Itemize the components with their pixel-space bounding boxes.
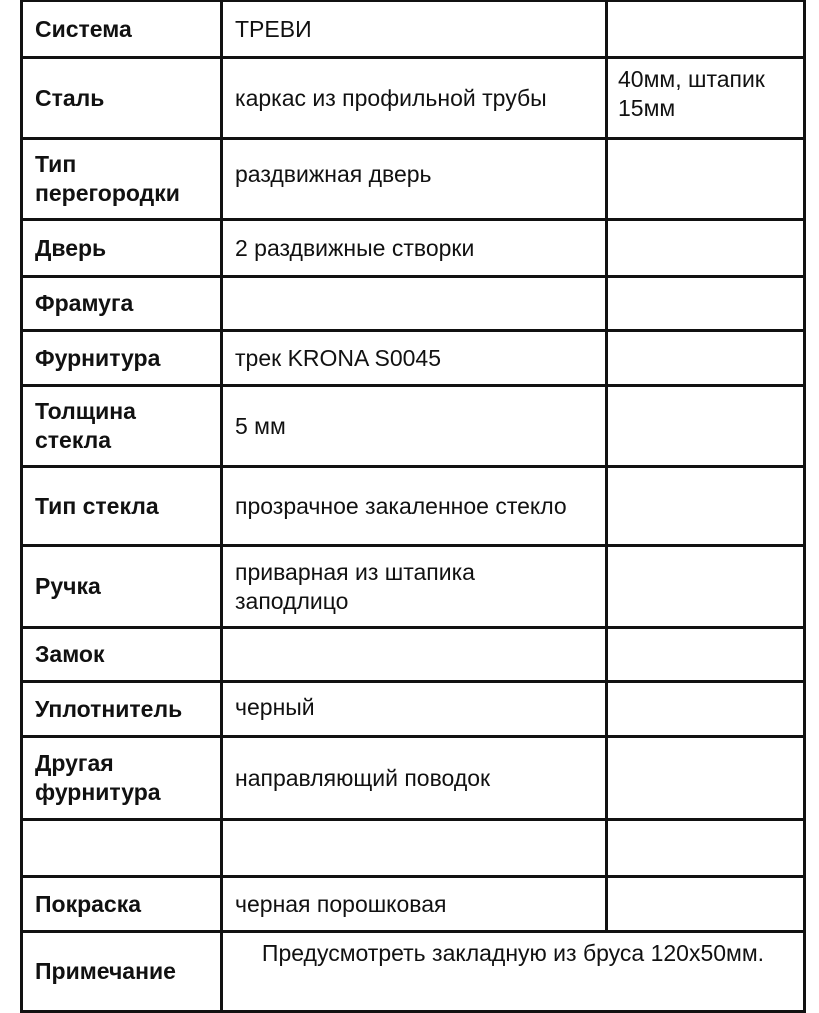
row-extra bbox=[607, 277, 805, 331]
row-extra bbox=[607, 220, 805, 277]
row-label: Фрамуга bbox=[22, 277, 222, 331]
row-label: Система bbox=[22, 1, 222, 58]
table-row-transom bbox=[22, 277, 805, 331]
row-extra bbox=[607, 546, 805, 628]
row-value: ТРЕВИ bbox=[222, 1, 607, 58]
row-extra bbox=[607, 628, 805, 682]
row-value: черный bbox=[222, 682, 607, 737]
table-row-other-hardware bbox=[22, 737, 805, 820]
row-extra bbox=[607, 331, 805, 386]
table-row-hardware bbox=[22, 331, 805, 386]
row-extra bbox=[607, 877, 805, 932]
table-row-lock bbox=[22, 628, 805, 682]
table-row-painting bbox=[22, 877, 805, 932]
table-row-handle bbox=[22, 546, 805, 628]
row-label: Другая фурнитура bbox=[22, 737, 222, 820]
row-value: приварная из штапика заподлицо bbox=[222, 546, 607, 628]
row-extra bbox=[607, 139, 805, 220]
spec-table bbox=[20, 0, 806, 1013]
row-label: Примечание bbox=[22, 932, 222, 1012]
row-label: Сталь bbox=[22, 58, 222, 139]
row-value bbox=[222, 628, 607, 682]
row-value: направляющий поводок bbox=[222, 737, 607, 820]
table-row-note bbox=[22, 932, 805, 1012]
table-row-door bbox=[22, 220, 805, 277]
row-label: Дверь bbox=[22, 220, 222, 277]
row-value: трек KRONA S0045 bbox=[222, 331, 607, 386]
table-row-steel bbox=[22, 58, 805, 139]
row-extra: 40мм, штапик 15мм bbox=[607, 58, 805, 139]
row-label: Замок bbox=[22, 628, 222, 682]
row-extra bbox=[607, 467, 805, 546]
row-value: раздвижная дверь bbox=[222, 139, 607, 220]
note-value: Предусмотреть закладную из бруса 120х50мм. bbox=[222, 932, 805, 1012]
row-extra bbox=[607, 1, 805, 58]
row-label: Фурнитура bbox=[22, 331, 222, 386]
table-row-glass-thickness bbox=[22, 386, 805, 467]
row-label: Ручка bbox=[22, 546, 222, 628]
table-row-glass-type bbox=[22, 467, 805, 546]
row-label: Тип перегородки bbox=[22, 139, 222, 220]
row-label: Уплотнитель bbox=[22, 682, 222, 737]
row-extra bbox=[607, 737, 805, 820]
row-value bbox=[222, 820, 607, 877]
row-extra bbox=[607, 820, 805, 877]
row-value bbox=[222, 277, 607, 331]
row-extra bbox=[607, 386, 805, 467]
row-label: Тип стекла bbox=[22, 467, 222, 546]
row-label bbox=[22, 820, 222, 877]
table-row-system bbox=[22, 1, 805, 58]
row-label: Покраска bbox=[22, 877, 222, 932]
row-value: 5 мм bbox=[222, 386, 607, 467]
table-row-blank bbox=[22, 820, 805, 877]
row-value: каркас из профильной трубы bbox=[222, 58, 607, 139]
row-value: черная порошковая bbox=[222, 877, 607, 932]
row-value: прозрачное закаленное стекло bbox=[222, 467, 607, 546]
table-row-partition-type bbox=[22, 139, 805, 220]
table-row-seal bbox=[22, 682, 805, 737]
row-extra bbox=[607, 682, 805, 737]
row-value: 2 раздвижные створки bbox=[222, 220, 607, 277]
row-label: Толщина стекла bbox=[22, 386, 222, 467]
